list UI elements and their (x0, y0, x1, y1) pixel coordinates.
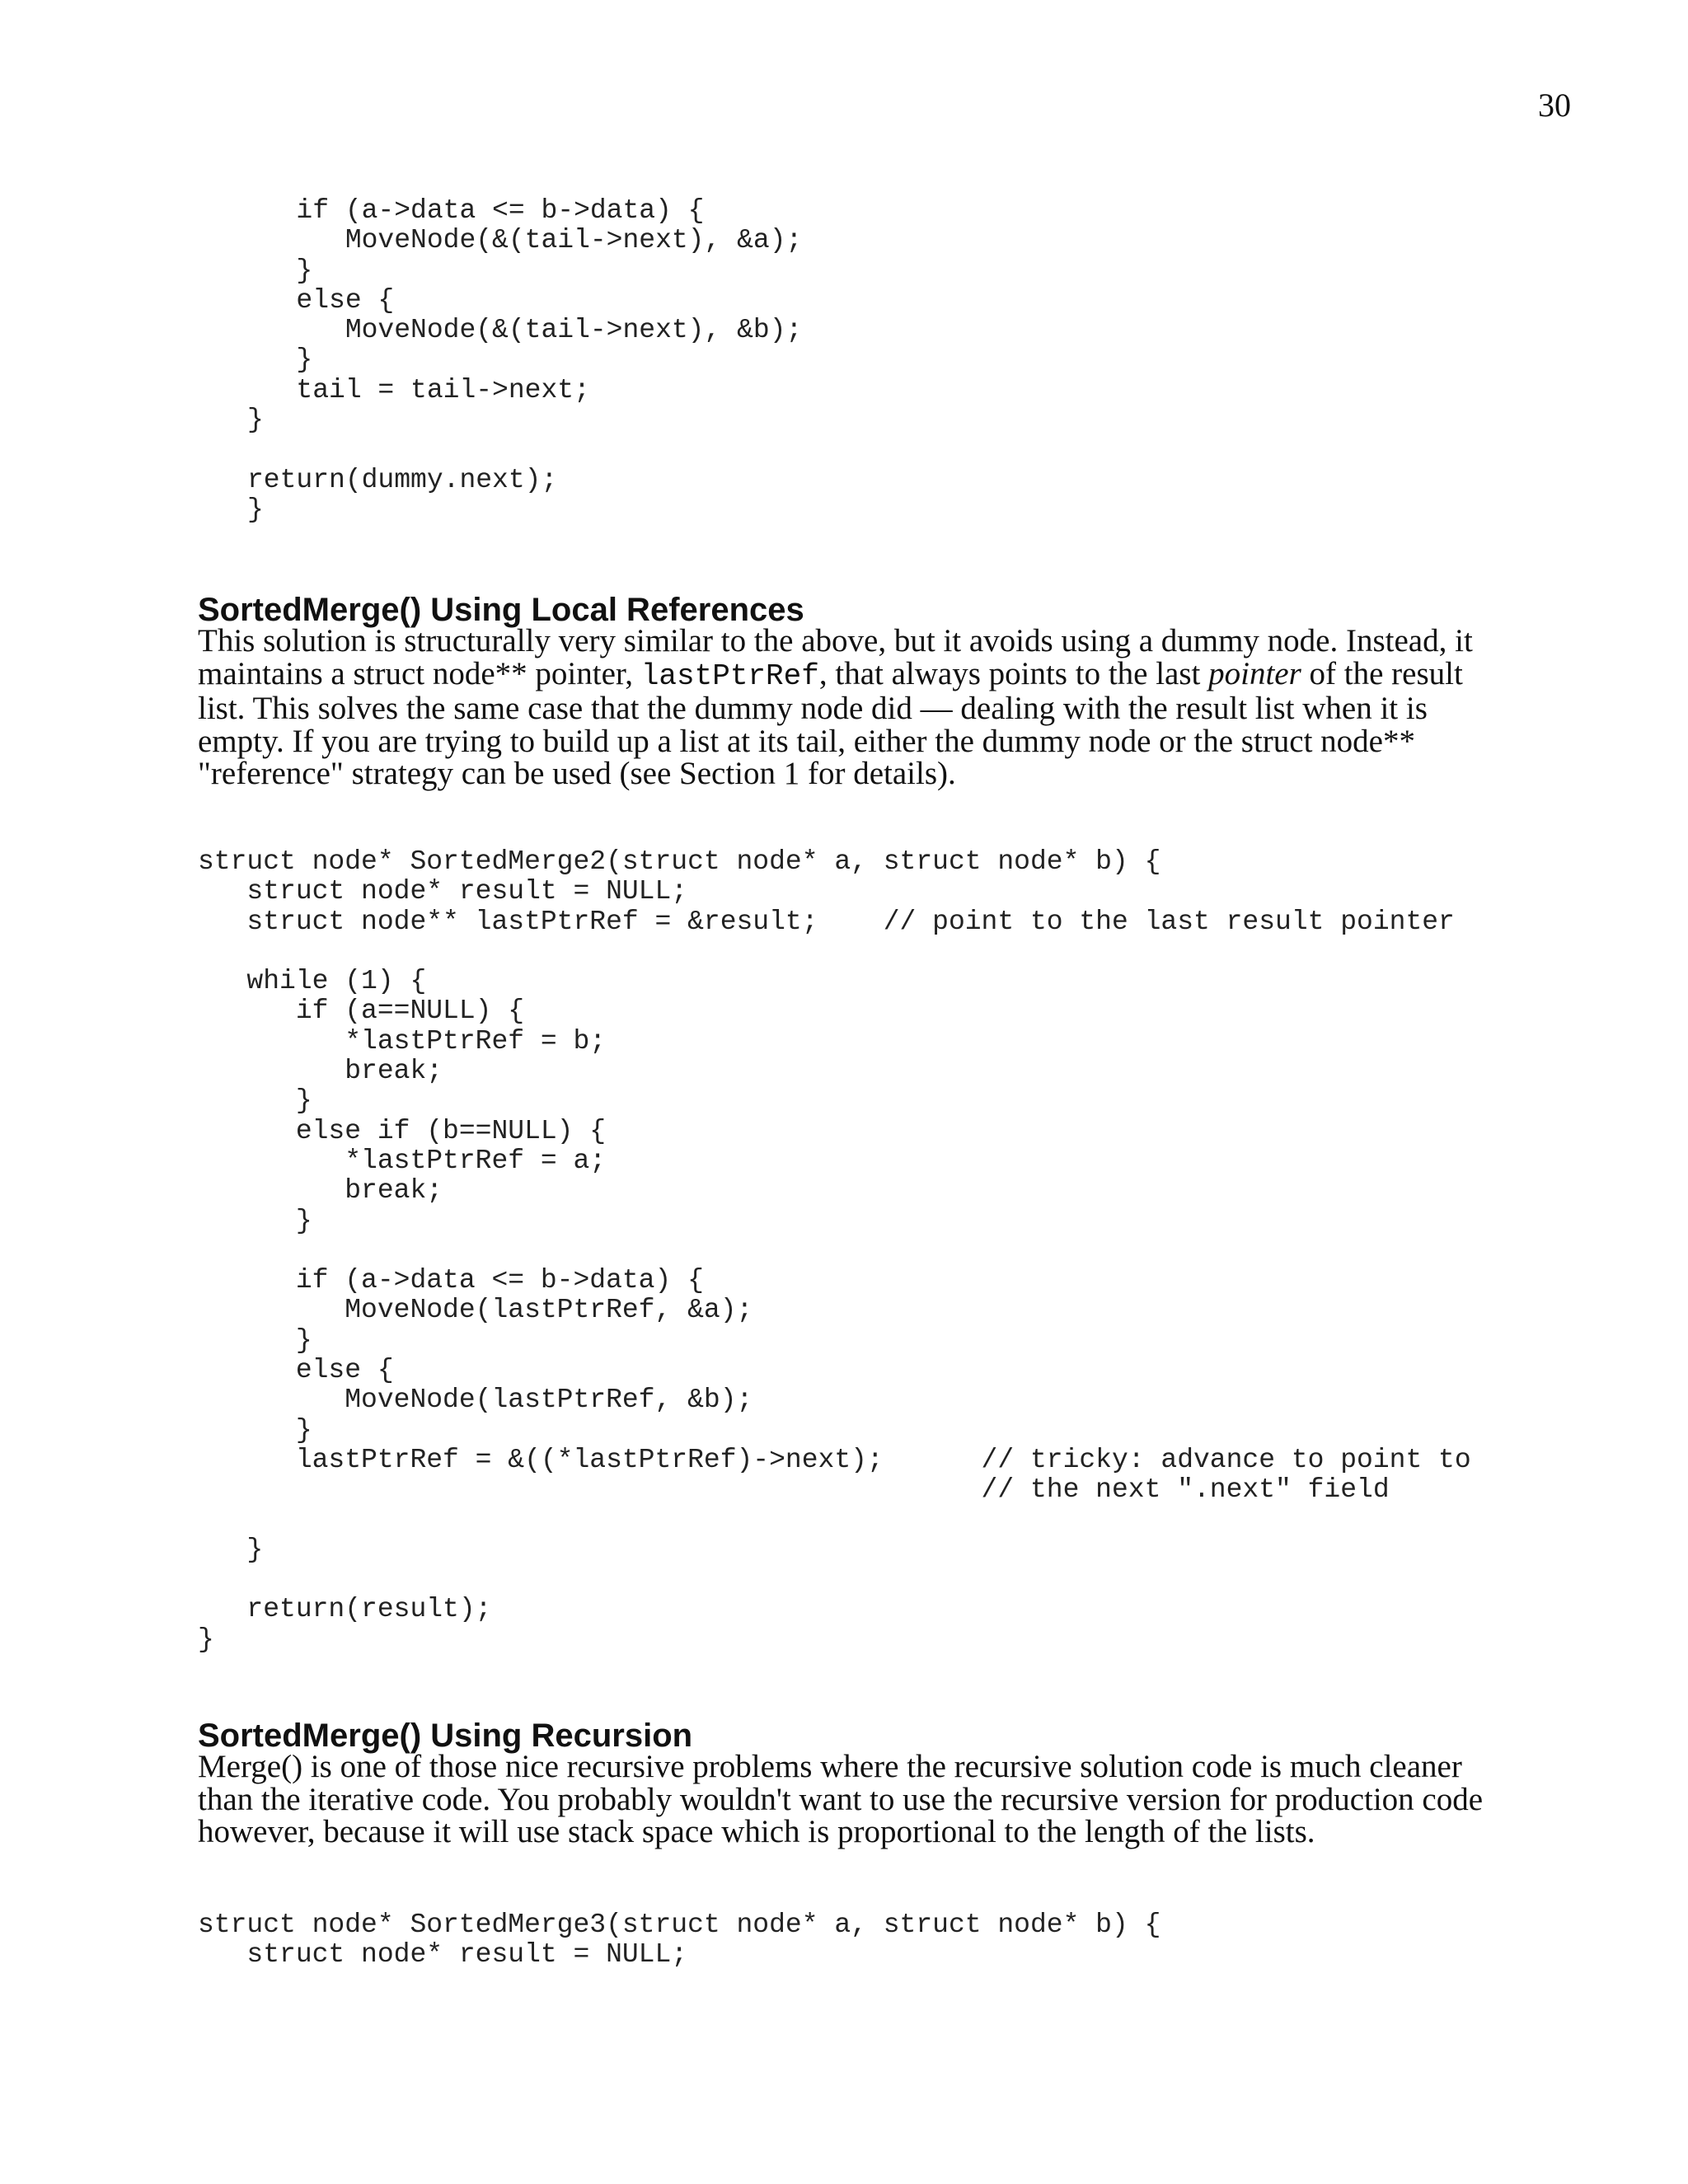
paragraph-text: This solution is structurally very similar to the above, but it avoids using a dummy node. Instead, it maintains a struct node** pointer, (198, 623, 1473, 691)
heading-recursion: SortedMerge() Using Recursion (198, 1718, 693, 1754)
code-block-sortedmerge2 (198, 847, 1471, 1655)
paragraph-text: , that always points to the last (818, 655, 1209, 691)
code-text: struct node* SortedMerge3(struct node* a, struct node* b) { struct node* result = NULL; (198, 1910, 1161, 1971)
paragraph-text: of the result list. This solves the same case that the dummy node did — dealing with the result list when it is empty. If you are trying to build up a list at its tail, either the dummy node or the struct node** "reference" strategy can be used (see Section 1 for details). (198, 655, 1463, 791)
inline-code-lastptrref: lastPtrRef (640, 658, 819, 693)
code-text: if (a->data <= b->data) { MoveNode(&(tail->next), &a); } else { MoveNode(&(tail->next), &b); } tail = tail->next; } return(dummy.next); } (247, 195, 803, 525)
paragraph-local-references (198, 625, 1484, 790)
emphasis-pointer: pointer (1208, 655, 1301, 691)
code-text: struct node* SortedMerge2(struct node* a, struct node* b) { struct node* result = NULL; struct node** lastPtrRef = &result; // point to the last result pointer while (1) { if (a==NULL) { *lastPtrRef = b; break; } else if (b==NULL) { *lastPtrRef = a; break; } if (a->data <= b->data) { MoveNode(lastPtrRef, &a); } else { MoveNode(lastPtrRef, &b); } lastPtrRef = &((*lastPtrRef)->next); // tricky: advance to point to // the next ".next" field } return(result); } (198, 846, 1471, 1655)
paragraph-recursion: Merge() is one of those nice recursive problems where the recursive solution code is much cleaner than the iterative code. You probably wouldn't want to use the recursive version for production code however, because it will use stack space which is proportional to the length of the lists. (198, 1749, 1484, 1849)
heading-local-references: SortedMerge() Using Local References (198, 592, 804, 628)
code-block-sortedmerge3 (198, 1910, 1160, 1971)
code-block-merge-tail (247, 196, 802, 525)
page-number: 30 (1538, 87, 1571, 124)
